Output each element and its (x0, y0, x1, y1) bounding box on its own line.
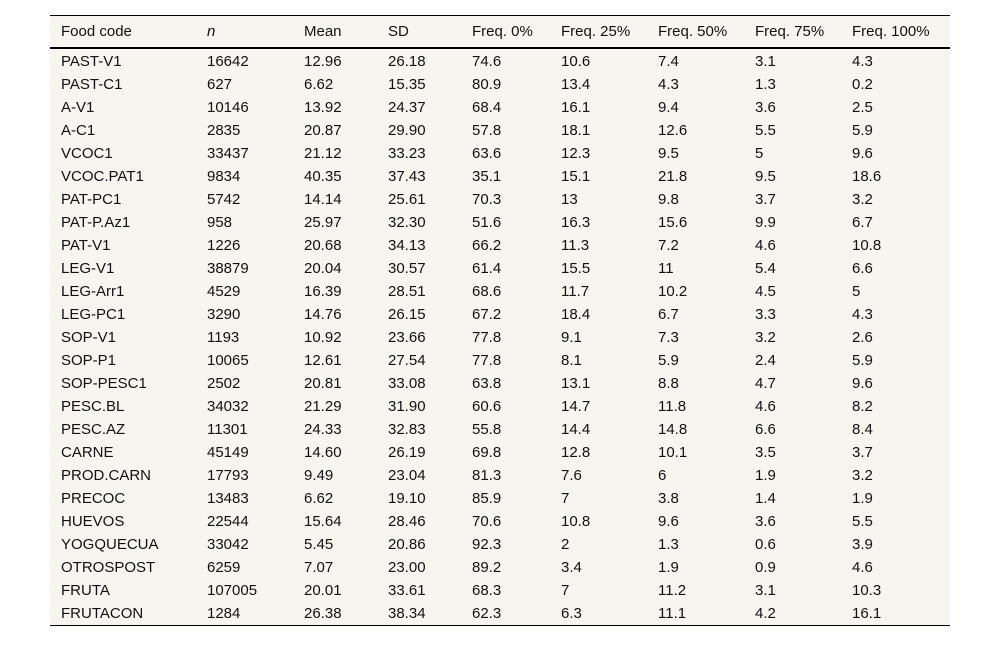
sd-cell: 30.57 (388, 260, 426, 277)
mean-cell: 40.35 (304, 168, 342, 185)
food-code-cell: PRECOC (61, 490, 126, 507)
freq-25-cell: 10.8 (561, 513, 591, 530)
n-cell: 958 (207, 214, 233, 231)
table-row (50, 441, 950, 464)
mean-cell: 20.81 (304, 375, 342, 392)
table-row (50, 73, 950, 96)
food-code-cell: HUEVOS (61, 513, 125, 530)
table-row (50, 280, 950, 303)
freq-50-cell: 10.2 (658, 283, 688, 300)
freq-100-cell: 10.3 (852, 582, 882, 599)
mean-cell: 14.76 (304, 306, 342, 323)
freq-75-cell: 5 (755, 145, 764, 162)
freq-75-cell: 6.6 (755, 421, 776, 438)
n-cell: 5742 (207, 191, 241, 208)
sd-cell: 33.61 (388, 582, 426, 599)
freq-75-cell: 4.5 (755, 283, 776, 300)
food-code-cell: A-C1 (61, 122, 96, 139)
freq-0-cell: 68.3 (472, 582, 502, 599)
table-row (50, 602, 950, 625)
food-code-cell: CARNE (61, 444, 114, 461)
freq-25-cell: 11.7 (561, 283, 590, 300)
freq-0-cell: 67.2 (472, 306, 502, 323)
freq-25-cell: 6.3 (561, 605, 582, 622)
freq-100-cell: 2.5 (852, 99, 873, 116)
mean-cell: 15.64 (304, 513, 342, 530)
freq-25-cell: 18.4 (561, 306, 591, 323)
freq-50-cell: 12.6 (658, 122, 688, 139)
freq-0-cell: 70.3 (472, 191, 502, 208)
freq-100-cell: 0.2 (852, 76, 873, 93)
table-row (50, 464, 950, 487)
header-food-code: Food code (50, 16, 196, 48)
table-row (50, 533, 950, 556)
freq-50-cell: 6 (658, 467, 667, 484)
freq-50-cell: 7.3 (658, 329, 679, 346)
freq-25-cell: 10.6 (561, 53, 591, 70)
n-cell: 3290 (207, 306, 241, 323)
n-cell: 6259 (207, 559, 241, 576)
header-freq-25: Freq. 25% (550, 16, 647, 48)
freq-0-cell: 66.2 (472, 237, 502, 254)
food-code-cell: LEG-PC1 (61, 306, 126, 323)
freq-75-cell: 0.6 (755, 536, 776, 553)
food-code-cell: LEG-Arr1 (61, 283, 125, 300)
n-cell: 22544 (207, 513, 249, 530)
freq-75-cell: 4.6 (755, 398, 776, 415)
freq-75-cell: 4.6 (755, 237, 776, 254)
sd-cell: 28.51 (388, 283, 426, 300)
sd-cell: 28.46 (388, 513, 426, 530)
mean-cell: 12.96 (304, 53, 342, 70)
freq-25-cell: 15.5 (561, 260, 591, 277)
mean-cell: 10.92 (304, 329, 342, 346)
header-freq-0: Freq. 0% (461, 16, 550, 48)
n-cell: 2502 (207, 375, 241, 392)
mean-cell: 7.07 (304, 559, 334, 576)
food-code-cell: YOGQUECUA (61, 536, 159, 553)
n-cell: 2835 (207, 122, 241, 139)
freq-75-cell: 3.6 (755, 99, 776, 116)
food-code-cell: PAST-V1 (61, 53, 122, 70)
freq-100-cell: 16.1 (852, 605, 882, 622)
food-frequency-table-container (50, 15, 950, 626)
freq-50-cell: 1.9 (658, 559, 679, 576)
sd-cell: 20.86 (388, 536, 426, 553)
freq-0-cell: 61.4 (472, 260, 502, 277)
freq-75-cell: 9.5 (755, 168, 776, 185)
freq-100-cell: 10.8 (852, 237, 882, 254)
table-row (50, 303, 950, 326)
food-code-cell: PAST-C1 (61, 76, 123, 93)
freq-100-cell: 4.6 (852, 559, 873, 576)
freq-50-cell: 10.1 (658, 444, 688, 461)
freq-0-cell: 35.1 (472, 168, 502, 185)
freq-100-cell: 5.5 (852, 513, 873, 530)
sd-cell: 23.66 (388, 329, 426, 346)
table-body (50, 48, 950, 625)
freq-75-cell: 3.2 (755, 329, 776, 346)
freq-100-cell: 9.6 (852, 145, 873, 162)
freq-0-cell: 51.6 (472, 214, 502, 231)
food-code-cell: PROD.CARN (61, 467, 152, 484)
freq-0-cell: 77.8 (472, 352, 502, 369)
table-row (50, 510, 950, 533)
mean-cell: 16.39 (304, 283, 342, 300)
freq-25-cell: 16.3 (561, 214, 591, 231)
mean-cell: 20.04 (304, 260, 342, 277)
table-row (50, 395, 950, 418)
freq-100-cell: 3.9 (852, 536, 873, 553)
freq-0-cell: 63.6 (472, 145, 502, 162)
table-row (50, 188, 950, 211)
sd-cell: 37.43 (388, 168, 426, 185)
freq-25-cell: 3.4 (561, 559, 582, 576)
mean-cell: 5.45 (304, 536, 334, 553)
n-cell: 38879 (207, 260, 249, 277)
freq-100-cell: 4.3 (852, 53, 873, 70)
table-row (50, 96, 950, 119)
freq-25-cell: 7 (561, 490, 570, 507)
freq-50-cell: 6.7 (658, 306, 679, 323)
sd-cell: 27.54 (388, 352, 426, 369)
freq-0-cell: 60.6 (472, 398, 502, 415)
sd-cell: 26.19 (388, 444, 426, 461)
freq-25-cell: 7 (561, 582, 570, 599)
mean-cell: 20.01 (304, 582, 342, 599)
n-cell: 1226 (207, 237, 241, 254)
food-code-cell: SOP-P1 (61, 352, 117, 369)
freq-100-cell: 3.7 (852, 444, 873, 461)
freq-75-cell: 3.3 (755, 306, 776, 323)
mean-cell: 6.62 (304, 76, 334, 93)
freq-0-cell: 89.2 (472, 559, 502, 576)
table-row (50, 556, 950, 579)
freq-100-cell: 9.6 (852, 375, 873, 392)
freq-25-cell: 11.3 (561, 237, 590, 254)
mean-cell: 6.62 (304, 490, 334, 507)
food-code-cell: FRUTACON (61, 605, 144, 622)
freq-75-cell: 3.1 (755, 582, 776, 599)
n-cell: 45149 (207, 444, 249, 461)
freq-100-cell: 18.6 (852, 168, 882, 185)
sd-cell: 29.90 (388, 122, 426, 139)
freq-50-cell: 4.3 (658, 76, 679, 93)
freq-50-cell: 14.8 (658, 421, 688, 438)
table-row (50, 326, 950, 349)
freq-50-cell: 11.8 (658, 398, 687, 415)
freq-50-cell: 3.8 (658, 490, 679, 507)
mean-cell: 26.38 (304, 605, 342, 622)
food-code-cell: A-V1 (61, 99, 95, 116)
header-sd: SD (377, 16, 461, 48)
food-code-cell: VCOC1 (61, 145, 113, 162)
freq-75-cell: 5.4 (755, 260, 776, 277)
freq-75-cell: 0.9 (755, 559, 776, 576)
header-freq-75: Freq. 75% (744, 16, 841, 48)
freq-0-cell: 81.3 (472, 467, 502, 484)
freq-0-cell: 68.4 (472, 99, 502, 116)
table-row (50, 48, 950, 73)
freq-50-cell: 7.2 (658, 237, 679, 254)
food-code-cell: FRUTA (61, 582, 110, 599)
food-frequency-table (50, 16, 950, 625)
header-freq-100: Freq. 100% (841, 16, 950, 48)
freq-75-cell: 1.3 (755, 76, 776, 93)
freq-100-cell: 2.6 (852, 329, 873, 346)
freq-50-cell: 9.6 (658, 513, 679, 530)
freq-50-cell: 8.8 (658, 375, 679, 392)
freq-100-cell: 6.6 (852, 260, 873, 277)
sd-cell: 26.15 (388, 306, 426, 323)
freq-75-cell: 3.6 (755, 513, 776, 530)
freq-100-cell: 6.7 (852, 214, 873, 231)
table-row (50, 372, 950, 395)
header-n: n (196, 16, 293, 48)
freq-75-cell: 4.2 (755, 605, 776, 622)
sd-cell: 23.04 (388, 467, 426, 484)
mean-cell: 9.49 (304, 467, 334, 484)
table-row (50, 257, 950, 280)
sd-cell: 24.37 (388, 99, 426, 116)
freq-0-cell: 85.9 (472, 490, 502, 507)
table-header (50, 16, 950, 48)
n-cell: 17793 (207, 467, 249, 484)
table-row (50, 579, 950, 602)
sd-cell: 32.83 (388, 421, 426, 438)
n-cell: 10146 (207, 99, 249, 116)
food-code-cell: PAT-PC1 (61, 191, 122, 208)
food-code-cell: PAT-V1 (61, 237, 111, 254)
freq-100-cell: 8.2 (852, 398, 873, 415)
freq-75-cell: 1.4 (755, 490, 776, 507)
freq-25-cell: 12.3 (561, 145, 591, 162)
freq-100-cell: 3.2 (852, 191, 873, 208)
freq-100-cell: 1.9 (852, 490, 873, 507)
freq-50-cell: 11.2 (658, 582, 687, 599)
mean-cell: 14.60 (304, 444, 342, 461)
header-mean: Mean (293, 16, 377, 48)
table-row (50, 234, 950, 257)
freq-25-cell: 8.1 (561, 352, 582, 369)
freq-25-cell: 16.1 (561, 99, 591, 116)
header-freq-50: Freq. 50% (647, 16, 744, 48)
freq-75-cell: 4.7 (755, 375, 776, 392)
freq-50-cell: 9.5 (658, 145, 679, 162)
n-cell: 13483 (207, 490, 249, 507)
freq-25-cell: 2 (561, 536, 570, 553)
freq-50-cell: 21.8 (658, 168, 688, 185)
sd-cell: 34.13 (388, 237, 426, 254)
freq-100-cell: 3.2 (852, 467, 873, 484)
mean-cell: 21.12 (304, 145, 342, 162)
n-cell: 1193 (207, 329, 240, 346)
freq-100-cell: 8.4 (852, 421, 873, 438)
freq-0-cell: 92.3 (472, 536, 502, 553)
freq-25-cell: 14.7 (561, 398, 591, 415)
table-row (50, 165, 950, 188)
freq-75-cell: 3.7 (755, 191, 776, 208)
mean-cell: 20.68 (304, 237, 342, 254)
food-code-cell: PESC.BL (61, 398, 125, 415)
n-cell: 4529 (207, 283, 241, 300)
sd-cell: 33.23 (388, 145, 426, 162)
freq-25-cell: 13.1 (561, 375, 591, 392)
mean-cell: 12.61 (304, 352, 342, 369)
table-row (50, 349, 950, 372)
freq-75-cell: 9.9 (755, 214, 776, 231)
food-code-cell: VCOC.PAT1 (61, 168, 144, 185)
freq-0-cell: 70.6 (472, 513, 502, 530)
freq-50-cell: 9.8 (658, 191, 679, 208)
sd-cell: 33.08 (388, 375, 426, 392)
freq-50-cell: 1.3 (658, 536, 679, 553)
n-cell: 627 (207, 76, 233, 93)
n-cell: 16642 (207, 53, 249, 70)
freq-25-cell: 13.4 (561, 76, 591, 93)
freq-25-cell: 13 (561, 191, 578, 208)
freq-25-cell: 14.4 (561, 421, 591, 438)
freq-0-cell: 62.3 (472, 605, 502, 622)
food-code-cell: PAT-P.Az1 (61, 214, 131, 231)
sd-cell: 26.18 (388, 53, 426, 70)
freq-0-cell: 69.8 (472, 444, 502, 461)
freq-0-cell: 63.8 (472, 375, 502, 392)
freq-0-cell: 74.6 (472, 53, 502, 70)
food-code-cell: LEG-V1 (61, 260, 115, 277)
sd-cell: 38.34 (388, 605, 426, 622)
table-row (50, 211, 950, 234)
freq-50-cell: 7.4 (658, 53, 679, 70)
food-code-cell: OTROSPOST (61, 559, 156, 576)
food-code-cell: SOP-PESC1 (61, 375, 147, 392)
n-cell: 34032 (207, 398, 249, 415)
freq-25-cell: 18.1 (561, 122, 591, 139)
n-cell: 9834 (207, 168, 241, 185)
freq-0-cell: 80.9 (472, 76, 502, 93)
freq-25-cell: 12.8 (561, 444, 591, 461)
mean-cell: 21.29 (304, 398, 342, 415)
food-code-cell: PESC.AZ (61, 421, 126, 438)
freq-0-cell: 57.8 (472, 122, 502, 139)
mean-cell: 20.87 (304, 122, 342, 139)
mean-cell: 13.92 (304, 99, 342, 116)
table-row (50, 119, 950, 142)
mean-cell: 14.14 (304, 191, 342, 208)
freq-0-cell: 55.8 (472, 421, 502, 438)
sd-cell: 23.00 (388, 559, 426, 576)
n-cell: 1284 (207, 605, 241, 622)
freq-75-cell: 3.5 (755, 444, 776, 461)
freq-75-cell: 1.9 (755, 467, 776, 484)
freq-75-cell: 5.5 (755, 122, 776, 139)
sd-cell: 25.61 (388, 191, 426, 208)
freq-50-cell: 11.1 (658, 605, 687, 622)
freq-100-cell: 5 (852, 283, 861, 300)
freq-75-cell: 3.1 (755, 53, 776, 70)
sd-cell: 19.10 (388, 490, 426, 507)
freq-50-cell: 11 (658, 260, 674, 277)
freq-0-cell: 77.8 (472, 329, 502, 346)
table-row (50, 418, 950, 441)
freq-50-cell: 9.4 (658, 99, 679, 116)
n-cell: 11301 (207, 421, 248, 438)
mean-cell: 24.33 (304, 421, 342, 438)
header-row (50, 16, 950, 48)
mean-cell: 25.97 (304, 214, 342, 231)
freq-100-cell: 5.9 (852, 122, 873, 139)
freq-25-cell: 7.6 (561, 467, 582, 484)
freq-75-cell: 2.4 (755, 352, 776, 369)
sd-cell: 32.30 (388, 214, 426, 231)
n-cell: 10065 (207, 352, 249, 369)
freq-0-cell: 68.6 (472, 283, 502, 300)
table-row (50, 487, 950, 510)
sd-cell: 31.90 (388, 398, 426, 415)
freq-50-cell: 15.6 (658, 214, 688, 231)
food-code-cell: SOP-V1 (61, 329, 117, 346)
freq-100-cell: 4.3 (852, 306, 873, 323)
n-cell: 107005 (207, 582, 258, 599)
sd-cell: 15.35 (388, 76, 426, 93)
freq-25-cell: 9.1 (561, 329, 582, 346)
freq-25-cell: 15.1 (561, 168, 591, 185)
n-cell: 33437 (207, 145, 249, 162)
freq-50-cell: 5.9 (658, 352, 679, 369)
freq-100-cell: 5.9 (852, 352, 873, 369)
n-cell: 33042 (207, 536, 249, 553)
table-row (50, 142, 950, 165)
